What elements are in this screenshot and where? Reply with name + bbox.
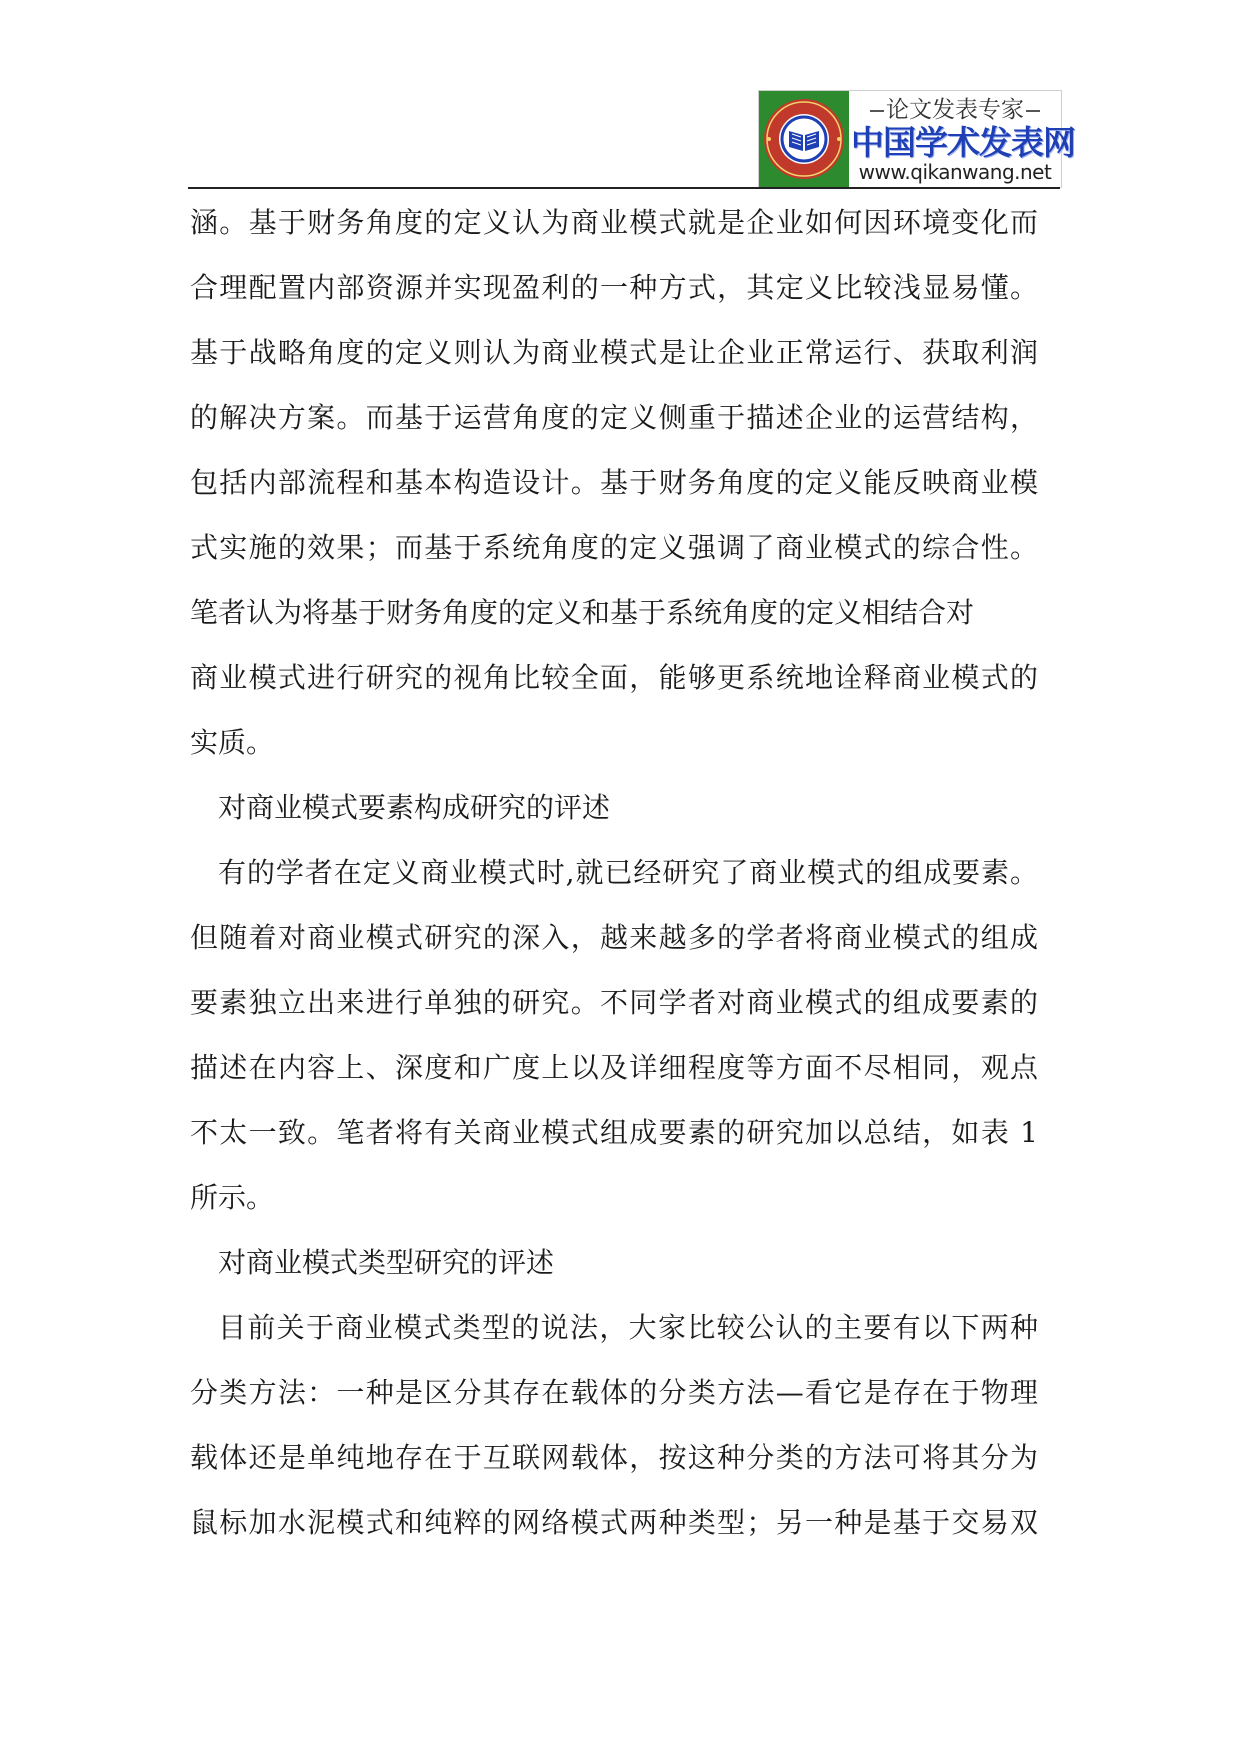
body-line-2: 合理配置内部资源并实现盈利的一种方式，其定义比较浅显易懂。: [190, 271, 1038, 304]
body-line-15: 不太一致。笔者将有关商业模式组成要素的研究加以总结，如表 1: [190, 1116, 1038, 1149]
body-line-6: 式实施的效果；而基于系统角度的定义强调了商业模式的综合性。: [190, 531, 1038, 564]
body-line-4: 的解决方案。而基于运营角度的定义侧重于描述企业的运营结构，: [190, 401, 1038, 434]
body-line-8: 商业模式进行研究的视角比较全面，能够更系统地诠释商业模式的: [190, 661, 1038, 694]
section-heading-types: 对商业模式类型研究的评述: [218, 1246, 555, 1279]
body-line-1: 涵。基于财务角度的定义认为商业模式就是企业如何因环境变化而: [190, 206, 1038, 239]
logo-brand-name: 中国学术发表网: [851, 123, 1075, 162]
body-line-3: 基于战略角度的定义则认为商业模式是让企业正常运行、获取利润: [190, 336, 1038, 369]
body-line-7: 笔者认为将基于财务角度的定义和基于系统角度的定义相结合对: [190, 596, 975, 629]
body-line-21: 鼠标加水泥模式和纯粹的网络模式两种类型；另一种是基于交易双: [190, 1506, 1038, 1539]
section-heading-elements: 对商业模式要素构成研究的评述: [218, 791, 611, 824]
body-line-20: 载体还是单纯地存在于互联网载体，按这种分类的方法可将其分为: [190, 1441, 1038, 1474]
body-line-14: 描述在内容上、深度和广度上以及详细程度等方面不尽相同，观点: [190, 1051, 1038, 1084]
body-line-12: 但随着对商业模式研究的深入，越来越多的学者将商业模式的组成: [190, 921, 1038, 954]
body-line-19: 分类方法：一种是区分其存在载体的分类方法—看它是存在于物理: [190, 1376, 1038, 1409]
body-line-5: 包括内部流程和基本构造设计。基于财务角度的定义能反映商业模: [190, 466, 1038, 499]
body-line-13: 要素独立出来进行单独的研究。不同学者对商业模式的组成要素的: [190, 986, 1038, 1019]
body-line-11: 有的学者在定义商业模式时,就已经研究了商业模式的组成要素。: [218, 856, 1038, 889]
body-line-16: 所示。: [190, 1181, 275, 1214]
logo-slogan: 论文发表专家: [851, 97, 1059, 123]
body-line-18: 目前关于商业模式类型的说法，大家比较公认的主要有以下两种: [218, 1311, 1038, 1344]
logo-url: www.qikanwang.net: [858, 160, 1052, 184]
body-line-9: 实质。: [190, 726, 275, 759]
